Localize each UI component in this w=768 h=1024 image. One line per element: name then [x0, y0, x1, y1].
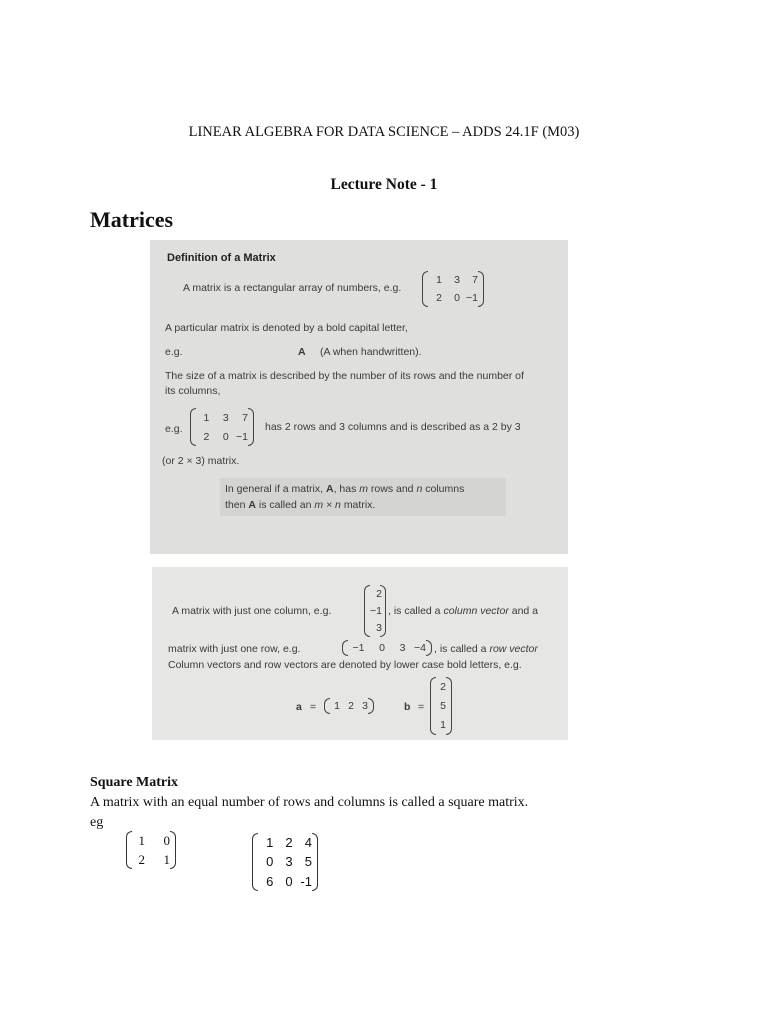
matrix-cell: 0: [285, 873, 293, 889]
vector-cell: 2: [376, 587, 382, 600]
vector-cell: 2: [440, 680, 446, 693]
vector-b-label: b: [404, 701, 411, 713]
general-note-line2: then A is called an m × n matrix.: [225, 499, 376, 511]
equals-sign: =: [418, 701, 425, 713]
definition-title: Definition of a Matrix: [167, 252, 276, 264]
matrix-cell: 3: [222, 411, 229, 424]
course-title: LINEAR ALGEBRA FOR DATA SCIENCE – ADDS 24.1F (M03): [188, 124, 580, 140]
matrix-cell: 0: [454, 292, 460, 304]
vector-cell: 0: [379, 642, 385, 654]
matrix-cell: 6: [266, 873, 274, 889]
eg-label: eg: [90, 815, 104, 830]
vectors-photo: [152, 567, 568, 740]
matrix-cell: 4: [304, 835, 312, 851]
matrix-cell: 3: [285, 854, 293, 870]
row-vector-def: , is called a row vector: [434, 643, 538, 655]
general-note-box: [220, 478, 506, 516]
notation-line: A particular matrix is denoted by a bold capital letter,: [165, 322, 408, 334]
vector-cell: 5: [440, 699, 446, 712]
vector-cell: 2: [348, 700, 354, 712]
vector-cell: −1: [370, 604, 382, 617]
vector-cell: −4: [414, 642, 426, 654]
bold-a: A: [298, 346, 306, 358]
lecture-title: Lecture Note - 1: [330, 176, 438, 193]
square-matrix-definition: A matrix with an equal number of rows and columns is called a square matrix.: [90, 795, 529, 810]
square-matrix-title: Square Matrix: [90, 775, 179, 790]
matrix-cell: 2: [138, 851, 145, 867]
vector-cell: 3: [399, 642, 406, 654]
matrix-cell: 0: [222, 430, 229, 443]
section-heading: Matrices: [90, 207, 174, 232]
size-example-matrix: [196, 408, 248, 446]
matrix-cell: 1: [203, 411, 210, 424]
matrix-cell: 2: [203, 430, 210, 443]
general-note-line1: In general if a matrix, A, has m rows and n columns: [225, 483, 465, 495]
vector-b: [436, 677, 446, 735]
column-vector-example: [370, 585, 380, 637]
column-vector-def: , is called a column vector and a: [388, 605, 539, 617]
matrix-cell: 1: [138, 832, 145, 848]
matrix-cell: 3: [454, 274, 460, 286]
vector-cell: 1: [334, 700, 340, 712]
vector-cell: −1: [352, 642, 365, 654]
vector-notation-line: Column vectors and row vectors are denoted by lower case bold letters, e.g.: [168, 659, 522, 671]
row-vector-line: matrix with just one row, e.g.: [168, 643, 301, 655]
size-description: has 2 rows and 3 columns and is described as a 2 by 3: [265, 421, 521, 433]
matrix-cell: -1: [300, 873, 312, 889]
vector-cell: 3: [362, 700, 368, 712]
matrix-cell: 0: [266, 854, 274, 870]
matrix-cell: −1: [466, 292, 478, 304]
matrix-cell: −1: [236, 430, 248, 443]
column-vector-line: A matrix with just one column, e.g.: [172, 605, 332, 617]
eg-label: e.g.: [165, 346, 183, 358]
matrix-cell: 0: [163, 832, 170, 848]
size-description-cont: (or 2 × 3) matrix.: [162, 455, 240, 467]
definition-photo: [150, 240, 568, 554]
matrix-cell: 2: [436, 292, 442, 304]
matrix-cell: 1: [266, 835, 274, 851]
size-line: The size of a matrix is described by the number of its rows and the number of: [165, 370, 524, 382]
matrix-cell: 2: [285, 835, 293, 851]
matrix-cell: 1: [163, 851, 170, 867]
vector-a-label: a: [296, 701, 302, 713]
matrix-cell: 7: [472, 274, 478, 286]
square-matrix-3x3: [258, 833, 312, 891]
equals-sign: =: [310, 701, 317, 713]
vector-cell: 1: [440, 719, 446, 732]
matrix-cell: 1: [436, 274, 442, 286]
example-matrix: [428, 271, 478, 307]
matrix-cell: 7: [242, 411, 248, 424]
handwritten-note: (A when handwritten).: [320, 346, 422, 358]
eg-label: e.g.: [165, 423, 183, 435]
vector-cell: 3: [376, 622, 382, 635]
definition-line: A matrix is a rectangular array of numbers, e.g.: [183, 282, 402, 294]
square-matrix-2x2: [132, 831, 170, 869]
matrix-cell: 5: [304, 854, 312, 870]
row-vector-example: [348, 640, 426, 656]
vector-a: [330, 698, 368, 714]
size-line-cont: its columns,: [165, 385, 221, 397]
